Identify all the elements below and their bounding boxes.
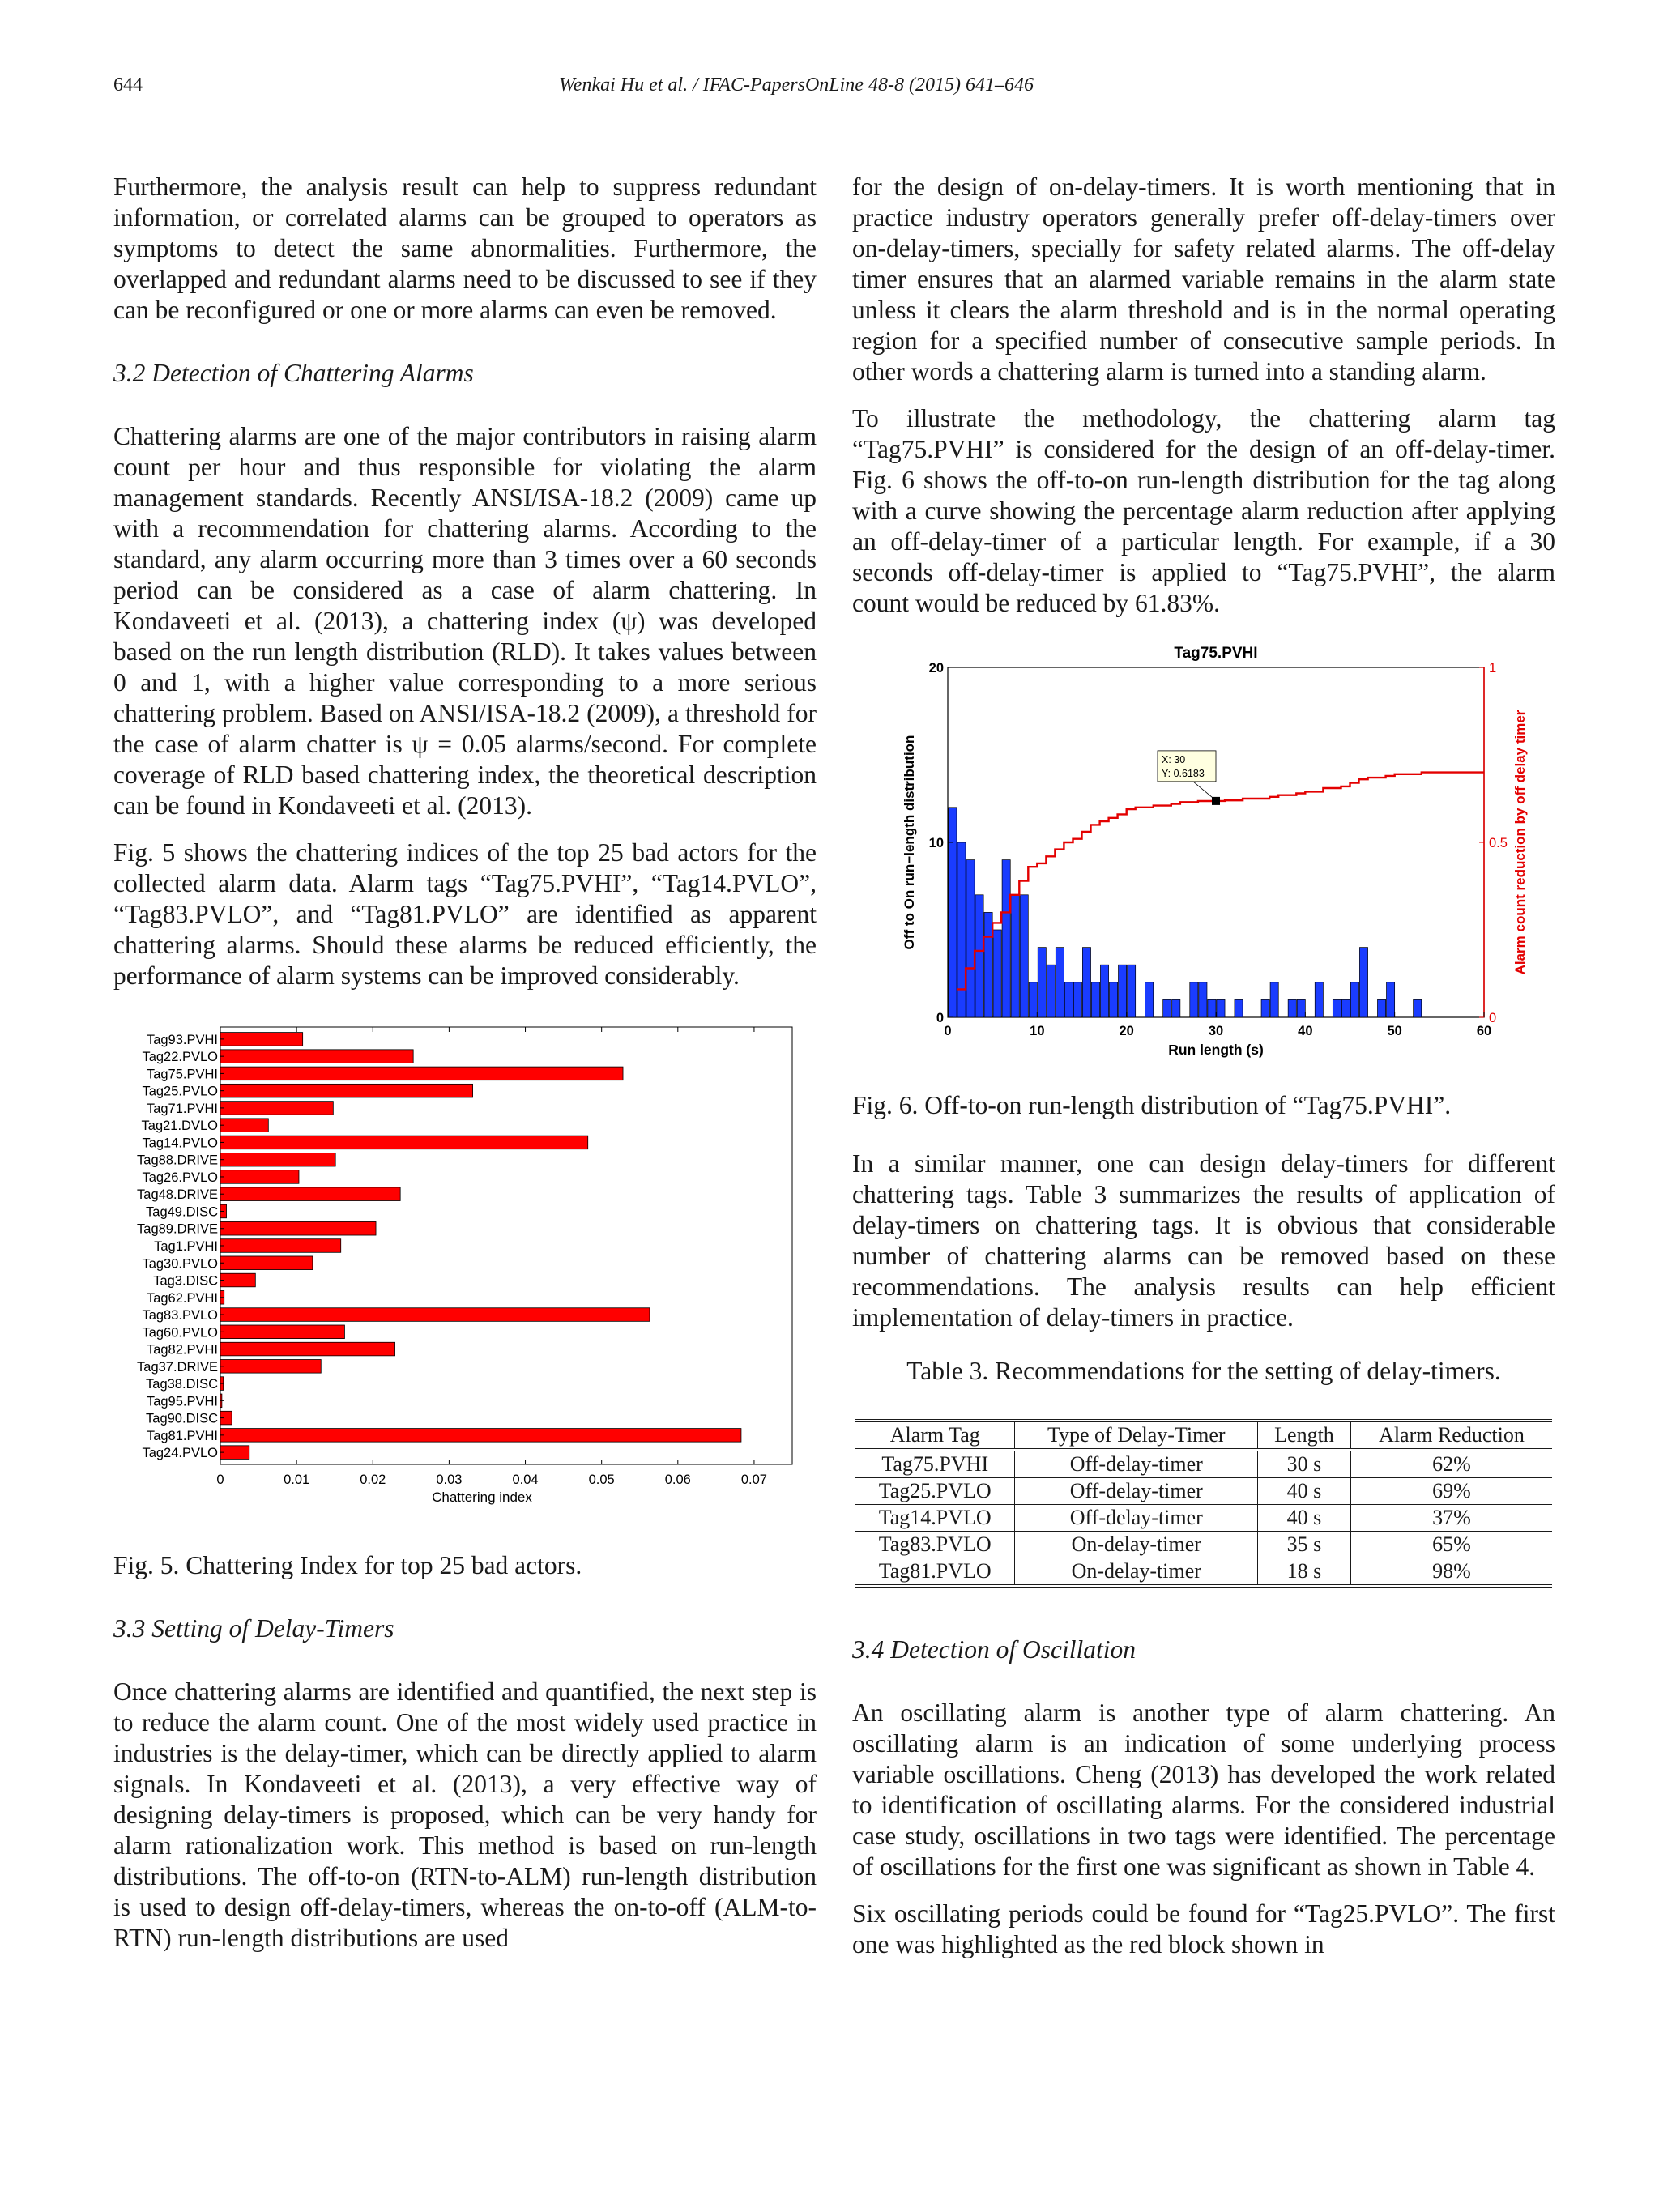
bar-Tag30.PVLO [220, 1256, 313, 1270]
y-tick-label: Tag1.PVHI [154, 1239, 218, 1254]
histogram-bar [1163, 999, 1171, 1017]
bar-Tag93.PVHI [220, 1033, 303, 1046]
section-3-4-paragraph-1: An oscillating alarm is another type of alarm chattering. An oscillating alarm is an indication of some underlying process variable oscillations. Cheng (2013) has developed the work related to identification of oscillating alarms. For the considered industrial case study, oscillations in two tags were identified. The percentage of oscillations for the first one was significant as shown in Table 4. [852, 1698, 1555, 1881]
delay-timer-continuation-paragraph: for the design of on-delay-timers. It is worth mentioning that in practice industry operators generally prefer off-delay-timers over on-delay-timers, specially for safety related alarms. The off-delay timer ensures that an alarmed variable remains in the alarm state unless it clears the alarm threshold and is in the normal operating region for a specified number of consecutive sample periods. In other words a chattering alarm is turned into a standing alarm. [852, 173, 1555, 386]
section-3-3-heading: 3.3 Setting of Delay-Timers [113, 1614, 394, 1643]
bar-Tag71.PVHI [220, 1102, 333, 1115]
histogram-bar [1235, 999, 1243, 1017]
histogram-bar [1217, 999, 1225, 1017]
histogram-bar [1359, 948, 1367, 1017]
x-axis-label: Chattering index [432, 1490, 532, 1505]
table-cell: Off-delay-timer [1015, 1505, 1258, 1532]
x-tick-label: 60 [1476, 1024, 1492, 1038]
x-axis-label: Run length (s) [1168, 1042, 1264, 1058]
table-cell: 30 s [1258, 1450, 1351, 1478]
histogram-bar [975, 895, 983, 1017]
bar-Tag1.PVHI [220, 1239, 341, 1253]
table-row [855, 1505, 1552, 1532]
histogram-bar [1350, 982, 1358, 1017]
y2-tick-label: 1 [1489, 661, 1497, 676]
bar-Tag60.PVLO [220, 1325, 344, 1339]
y-tick-label: Tag38.DISC [146, 1377, 218, 1392]
y-tick-label: Tag82.PVHI [146, 1342, 218, 1357]
bar-Tag25.PVLO [220, 1084, 473, 1097]
histogram-bar [1261, 999, 1269, 1017]
histogram-bar [1270, 982, 1278, 1017]
left-column [113, 172, 817, 1970]
histogram-bar [1011, 895, 1019, 1017]
bar-Tag3.DISC [220, 1273, 255, 1287]
table-cell: Tag25.PVLO [855, 1478, 1015, 1505]
histogram-bar [1073, 982, 1081, 1017]
table-cell: Tag14.PVLO [855, 1505, 1015, 1532]
section-3-4-heading: 3.4 Detection of Oscillation [852, 1635, 1136, 1664]
figure-5-caption: Fig. 5. Chattering Index for top 25 bad actors. [113, 1551, 582, 1579]
table-3-header-cell: Alarm Reduction [1350, 1421, 1552, 1450]
table-cell: Off-delay-timer [1015, 1450, 1258, 1478]
bar-Tag37.DRIVE [220, 1360, 321, 1374]
section-3-3-paragraph: Once chattering alarms are identified and quantified, the next step is to reduce the alarm count. One of the most widely used practice in industries is the delay-timer, which can be directly applied to alarm signals. In Kondaveeti et al. (2013), a very effective way of designing delay-timers is proposed, which can be very handy for alarm rationalization work. This method is based on run-length distributions. The off-to-on (RTN-to-ALM) run-length distribution is used to design off-delay-timers, whereas the on-to-off (ALM-to-RTN) run-length distributions are used [113, 1677, 817, 1952]
y2-tick-label: 0.5 [1489, 836, 1508, 850]
histogram-bar [957, 842, 966, 1017]
intro-paragraph: Furthermore, the analysis result can help to suppress redundant information, or correlated alarms can be grouped to operators as symptoms to detect the same abnormalities. Furthermore, the overlapped and redundant alarms need to be discussed to see if they can be reconfigured or one or more alarms can even be removed. [113, 173, 817, 324]
x-tick-label: 30 [1208, 1024, 1224, 1038]
figure-6-caption: Fig. 6. Off-to-on run-length distribution of “Tag75.PVHI”. [852, 1091, 1452, 1119]
histogram-bar [1297, 999, 1305, 1017]
table-cell: 18 s [1258, 1558, 1351, 1587]
y-tick-label: 20 [928, 661, 944, 676]
x-tick-label: 50 [1387, 1024, 1402, 1038]
table-cell: Tag81.PVLO [878, 1559, 992, 1583]
histogram-bar [993, 930, 1001, 1017]
bar-Tag48.DRIVE [220, 1187, 400, 1201]
table-cell: Tag75.PVHI [855, 1450, 1015, 1478]
section-3-2-paragraph-2: Fig. 5 shows the chattering indices of the top 25 bad actors for the collected alarm data. Alarm tags “Tag75.PVHI”, “Tag14.PVLO”, “Tag83.PVLO”, and “Tag81.PVLO” are identified as apparent chattering alarms. Should these alarms be reduced efficiently, the performance of alarm systems can be improved considerably. [113, 838, 817, 990]
section-3-2-heading: 3.2 Detection of Chattering Alarms [113, 359, 474, 387]
y-tick-label: Tag49.DISC [146, 1204, 218, 1220]
y-tick-label: Tag93.PVHI [146, 1032, 218, 1047]
x-tick-label: 0.01 [284, 1473, 310, 1487]
y-tick-label: Tag60.PVLO [142, 1325, 218, 1340]
y-tick-label: Tag26.PVLO [142, 1170, 218, 1185]
bar-Tag24.PVLO [220, 1446, 249, 1460]
histogram-bar [1333, 999, 1341, 1017]
histogram-bar [1047, 965, 1055, 1017]
histogram-bar [1387, 982, 1395, 1017]
bar-Tag83.PVLO [220, 1308, 650, 1322]
histogram-bar [1020, 895, 1028, 1017]
table-cell: 35 s [1258, 1532, 1351, 1558]
y2-axis-label: Alarm count reduction by off delay timer [1512, 710, 1528, 975]
table-cell: 37% [1350, 1505, 1552, 1532]
histogram-bar [1002, 860, 1010, 1017]
x-tick-label: 0.06 [664, 1473, 691, 1487]
histogram-bar [1100, 965, 1108, 1017]
histogram-bar [1172, 999, 1180, 1017]
histogram-bar [984, 912, 992, 1017]
table-cell: 62% [1350, 1450, 1552, 1478]
table-cell: 98% [1350, 1558, 1552, 1587]
table-cell: 69% [1350, 1478, 1552, 1505]
table-3-recommendations [855, 1419, 1552, 1588]
histogram-bar [949, 808, 957, 1017]
bar-Tag21.DVLO [220, 1119, 268, 1132]
bar-Tag14.PVLO [220, 1136, 588, 1149]
histogram-bar [1208, 999, 1216, 1017]
histogram-bar [1082, 948, 1090, 1017]
y-tick-label: Tag95.PVHI [146, 1394, 218, 1409]
table-cell: 65% [1350, 1532, 1552, 1558]
y-tick-label: Tag90.DISC [146, 1411, 218, 1426]
bar-Tag22.PVLO [220, 1050, 413, 1063]
y-tick-label: 0 [936, 1011, 944, 1025]
table-row [855, 1532, 1552, 1558]
right-column [852, 172, 1555, 1976]
y-tick-label: Tag88.DRIVE [137, 1153, 218, 1168]
histogram-bar [1128, 965, 1136, 1017]
bar-Tag88.DRIVE [220, 1153, 335, 1166]
histogram-bar [1038, 948, 1046, 1017]
table-cell: Off-delay-timer [1015, 1478, 1258, 1505]
y-tick-label: 10 [928, 836, 944, 850]
x-tick-label: 40 [1298, 1024, 1313, 1038]
histogram-bar [1091, 982, 1099, 1017]
y-tick-label: Tag21.DVLO [141, 1119, 218, 1134]
histogram-bar [1414, 999, 1422, 1017]
y-tick-label: Tag30.PVLO [142, 1256, 218, 1272]
bar-Tag89.DRIVE [220, 1221, 376, 1235]
y-tick-label: Tag48.DRIVE [137, 1187, 218, 1203]
y-tick-label: Tag81.PVHI [146, 1428, 218, 1443]
y-tick-label: Tag89.DRIVE [137, 1221, 218, 1237]
bar-Tag26.PVLO [220, 1170, 299, 1184]
chart-title: Tag75.PVHI [1174, 645, 1258, 662]
bar-Tag82.PVHI [220, 1342, 395, 1356]
section-3-4-paragraph-2: Six oscillating periods could be found for “Tag25.PVLO”. The first one was highlighted as the red block shown in [852, 1899, 1555, 1958]
table-cell: 40 s [1258, 1505, 1351, 1532]
histogram-bar [1377, 999, 1385, 1017]
table-row [855, 1450, 1552, 1478]
y-tick-label: Tag14.PVLO [142, 1136, 218, 1151]
x-tick-label: 0 [216, 1473, 224, 1487]
datatip-x-label: X: 30 [1162, 753, 1186, 765]
table-cell: 40 s [1258, 1478, 1351, 1505]
histogram-bar [1341, 999, 1350, 1017]
x-tick-label: 20 [1119, 1024, 1134, 1038]
illustration-paragraph: To illustrate the methodology, the chattering alarm tag “Tag75.PVHI” is considered for the design of an off-delay-timer. Fig. 6 shows the off-to-on run-length distribution for the tag along with a curve showing the percentage alarm reduction after applying an off-delay-timer of a particular length. For example, if a 30 seconds off-delay-timer is applied to “Tag75.PVHI”, the alarm count would be reduced by 61.83%. [852, 404, 1555, 617]
running-header-citation: Wenkai Hu et al. / IFAC-PapersOnLine 48-8 (2015) 641–646 [559, 75, 1034, 96]
y-tick-label: Tag75.PVHI [146, 1067, 218, 1082]
bar-Tag75.PVHI [220, 1067, 623, 1080]
y-axis-label: Off to On run−length distribution [902, 735, 917, 950]
figure-5-chattering-index-chart [113, 1012, 810, 1531]
y-tick-label: Tag3.DISC [153, 1273, 218, 1289]
figure-6-run-length-chart [852, 635, 1555, 1072]
y-tick-label: Tag71.PVHI [146, 1101, 218, 1116]
x-tick-label: 10 [1030, 1024, 1045, 1038]
x-tick-label: 0.02 [360, 1473, 386, 1487]
histogram-bar [1315, 982, 1323, 1017]
x-tick-label: 0.04 [512, 1473, 539, 1487]
page-number: 644 [113, 75, 143, 96]
table-3-header-cell: Type of Delay-Timer [1015, 1421, 1258, 1450]
histogram-bar [966, 860, 975, 1017]
x-tick-label: 0.07 [740, 1473, 767, 1487]
datatip-y-label: Y: 0.6183 [1162, 767, 1205, 779]
y-tick-label: Tag37.DRIVE [137, 1359, 218, 1375]
table-cell: On-delay-timer [1015, 1558, 1258, 1587]
x-tick-label: 0.05 [588, 1473, 615, 1487]
y-tick-label: Tag25.PVLO [142, 1084, 218, 1099]
histogram-bar [1119, 965, 1127, 1017]
histogram-bar [1109, 982, 1117, 1017]
histogram-bar [1288, 999, 1296, 1017]
x-tick-label: 0 [944, 1024, 952, 1038]
histogram-bar [1199, 982, 1207, 1017]
y-tick-label: Tag62.PVHI [146, 1290, 218, 1306]
table-row [855, 1558, 1552, 1587]
histogram-bar [1145, 982, 1154, 1017]
section-3-2-paragraph-1: Chattering alarms are one of the major contributors in raising alarm count per hour and thus responsible for violating the alarm management standards. Recently ANSI/ISA-18.2 (2009) came up with a recommendation for chattering alarms. According to the standard, any alarm occurring more than 3 times over a 60 seconds period can be considered as a case of alarm chattering. In Kondaveeti et al. (2013), a chattering index (ψ) was developed based on the run length distribution (RLD). It takes values between 0 and 1, with a higher value corresponding to a more serious chattering problem. Based on ANSI/ISA-18.2 (2009), a threshold for the case of alarm chatter is ψ = 0.05 alarms/second. For complete coverage of RLD based chattering index, the theoretical description can be found in Kondaveeti et al. (2013). [113, 422, 817, 820]
datatip-marker [1212, 797, 1220, 805]
table-row [855, 1478, 1552, 1505]
table-3-header-cell: Alarm Tag [855, 1421, 1015, 1450]
x-tick-label: 0.03 [436, 1473, 463, 1487]
histogram-bar [1064, 982, 1073, 1017]
y-tick-label: Tag83.PVLO [142, 1308, 218, 1323]
table-cell: On-delay-timer [1015, 1532, 1258, 1558]
histogram-bar [1029, 982, 1037, 1017]
y-tick-label: Tag22.PVLO [142, 1050, 218, 1065]
table-intro-paragraph: In a similar manner, one can design delay-timers for different chattering tags. Table 3 summarizes the results of application of delay-timers on chattering tags. It is obvious that considerable number of chattering alarms can be removed based on these recommendations. The analysis results can help efficient implementation of delay-timers in practice. [852, 1149, 1555, 1332]
bar-Tag81.PVHI [220, 1429, 741, 1443]
histogram-bar [1190, 982, 1198, 1017]
table-3-caption: Table 3. Recommendations for the setting of delay-timers. [906, 1357, 1501, 1385]
histogram-bar [1056, 948, 1064, 1017]
y-tick-label: Tag24.PVLO [142, 1446, 218, 1461]
table-cell: Tag83.PVLO [855, 1532, 1015, 1558]
table-3-header-cell: Length [1258, 1421, 1351, 1450]
y2-tick-label: 0 [1489, 1011, 1497, 1025]
